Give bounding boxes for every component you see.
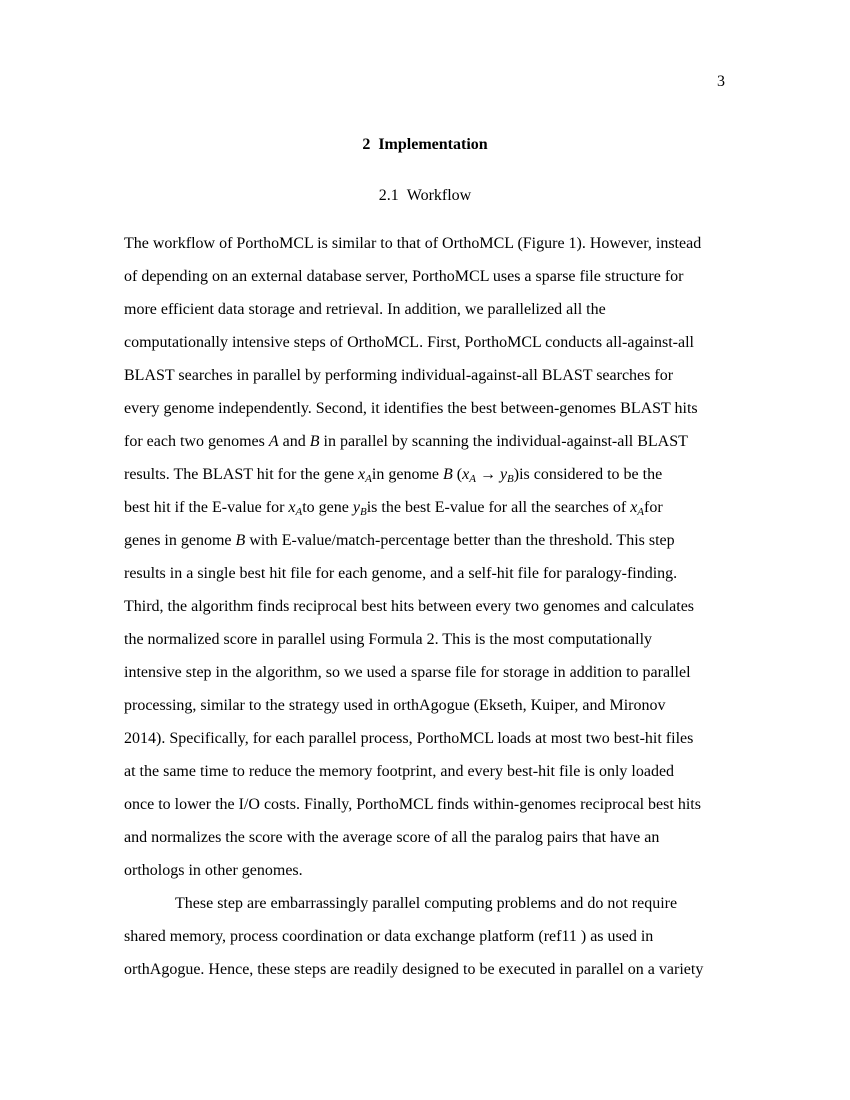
- genome-b-symbol: B: [235, 532, 246, 549]
- text-line: [124, 524, 728, 557]
- math-subscript: B: [360, 506, 367, 518]
- text-run: with E-value/match-percentage better than the threshold. This step: [245, 532, 675, 549]
- body-text: [124, 227, 728, 986]
- text-run: )is considered to be the: [513, 466, 663, 483]
- text-line: BLAST searches in parallel by performing individual-against-all BLAST searches for: [124, 367, 674, 384]
- genome-b-symbol: B: [309, 433, 320, 450]
- text-line: orthAgogue. Hence, these steps are readily designed to be executed in parallel on a variety: [124, 961, 704, 978]
- genome-a-symbol: A: [268, 433, 279, 450]
- math-x: x: [358, 466, 366, 483]
- text-line: once to lower the I/O costs. Finally, PorthoMCL finds within-genomes reciprocal best hits: [124, 796, 701, 813]
- text-line: results in a single best hit file for each genome, and a self-hit file for paralogy-finding.: [124, 565, 678, 582]
- text-run: and: [278, 433, 310, 450]
- math-arrow: →: [475, 466, 500, 483]
- math-subscript: A: [469, 473, 476, 485]
- text-run: in genome: [371, 466, 443, 483]
- text-run: for: [644, 499, 663, 516]
- text-line: of depending on an external database server, PorthoMCL uses a sparse file structure for: [124, 268, 684, 285]
- text-run: is the best E-value for all the searches of: [366, 499, 631, 516]
- math-y: y: [499, 466, 508, 483]
- math-subscript: B: [507, 473, 514, 485]
- math-subscript: A: [365, 473, 372, 485]
- subsection-number: 2.1: [378, 187, 399, 204]
- text-line: computationally intensive steps of OrthoMCL. First, PorthoMCL conducts all-against-all: [124, 334, 694, 351]
- text-run: for each two genomes: [124, 433, 269, 450]
- subsection-title: Workflow: [406, 187, 472, 204]
- text-line: and normalizes the score with the average score of all the paralog pairs that have an: [124, 829, 660, 846]
- text-line: 2014). Specifically, for each parallel process, PorthoMCL loads at most two best-hit files: [124, 730, 694, 747]
- math-x: x: [288, 499, 296, 516]
- text-run: best hit if the E-value for: [124, 499, 289, 516]
- text-line: shared memory, process coordination or data exchange platform (ref11 ) as used in: [124, 928, 654, 945]
- genome-b-symbol: B: [442, 466, 453, 483]
- text-line: [124, 491, 728, 524]
- text-line: at the same time to reduce the memory footprint, and every best-hit file is only loaded: [124, 763, 675, 780]
- text-line: [124, 458, 728, 491]
- text-line: orthologs in other genomes.: [124, 862, 303, 879]
- subsection-heading: [0, 186, 850, 206]
- text-line: every genome independently. Second, it identifies the best between-genomes BLAST hits: [124, 400, 698, 417]
- section-heading: [0, 135, 850, 155]
- text-line: the normalized score in parallel using Formula 2. This is the most computationally: [124, 631, 653, 648]
- page-number: 3: [717, 73, 725, 90]
- text-line: processing, similar to the strategy used in orthAgogue (Ekseth, Kuiper, and Mironov: [124, 697, 666, 714]
- text-line: Third, the algorithm finds reciprocal best hits between every two genomes and calculates: [124, 598, 695, 615]
- math-y: y: [352, 499, 360, 516]
- text-run: genes in genome: [124, 532, 236, 549]
- text-line: These step are embarrassingly parallel computing problems and do not require: [175, 895, 678, 912]
- text-line: [124, 425, 728, 458]
- math-x: x: [630, 499, 638, 516]
- math-subscript: A: [295, 506, 303, 518]
- math-x: x: [462, 466, 470, 483]
- text-line: more efficient data storage and retrieval. In addition, we parallelized all the: [124, 301, 606, 318]
- text-run: to gene: [302, 499, 353, 516]
- text-run: (: [452, 466, 463, 483]
- text-run: results. The BLAST hit for the gene: [124, 466, 359, 483]
- section-number: 2: [362, 136, 371, 153]
- section-title: Implementation: [378, 136, 488, 153]
- text-run: in parallel by scanning the individual-against-all BLAST: [319, 433, 688, 450]
- math-subscript: A: [637, 506, 645, 518]
- text-line: The workflow of PorthoMCL is similar to that of OrthoMCL (Figure 1). However, instead: [124, 235, 702, 252]
- text-line: intensive step in the algorithm, so we used a sparse file for storage in addition to parallel: [124, 664, 691, 681]
